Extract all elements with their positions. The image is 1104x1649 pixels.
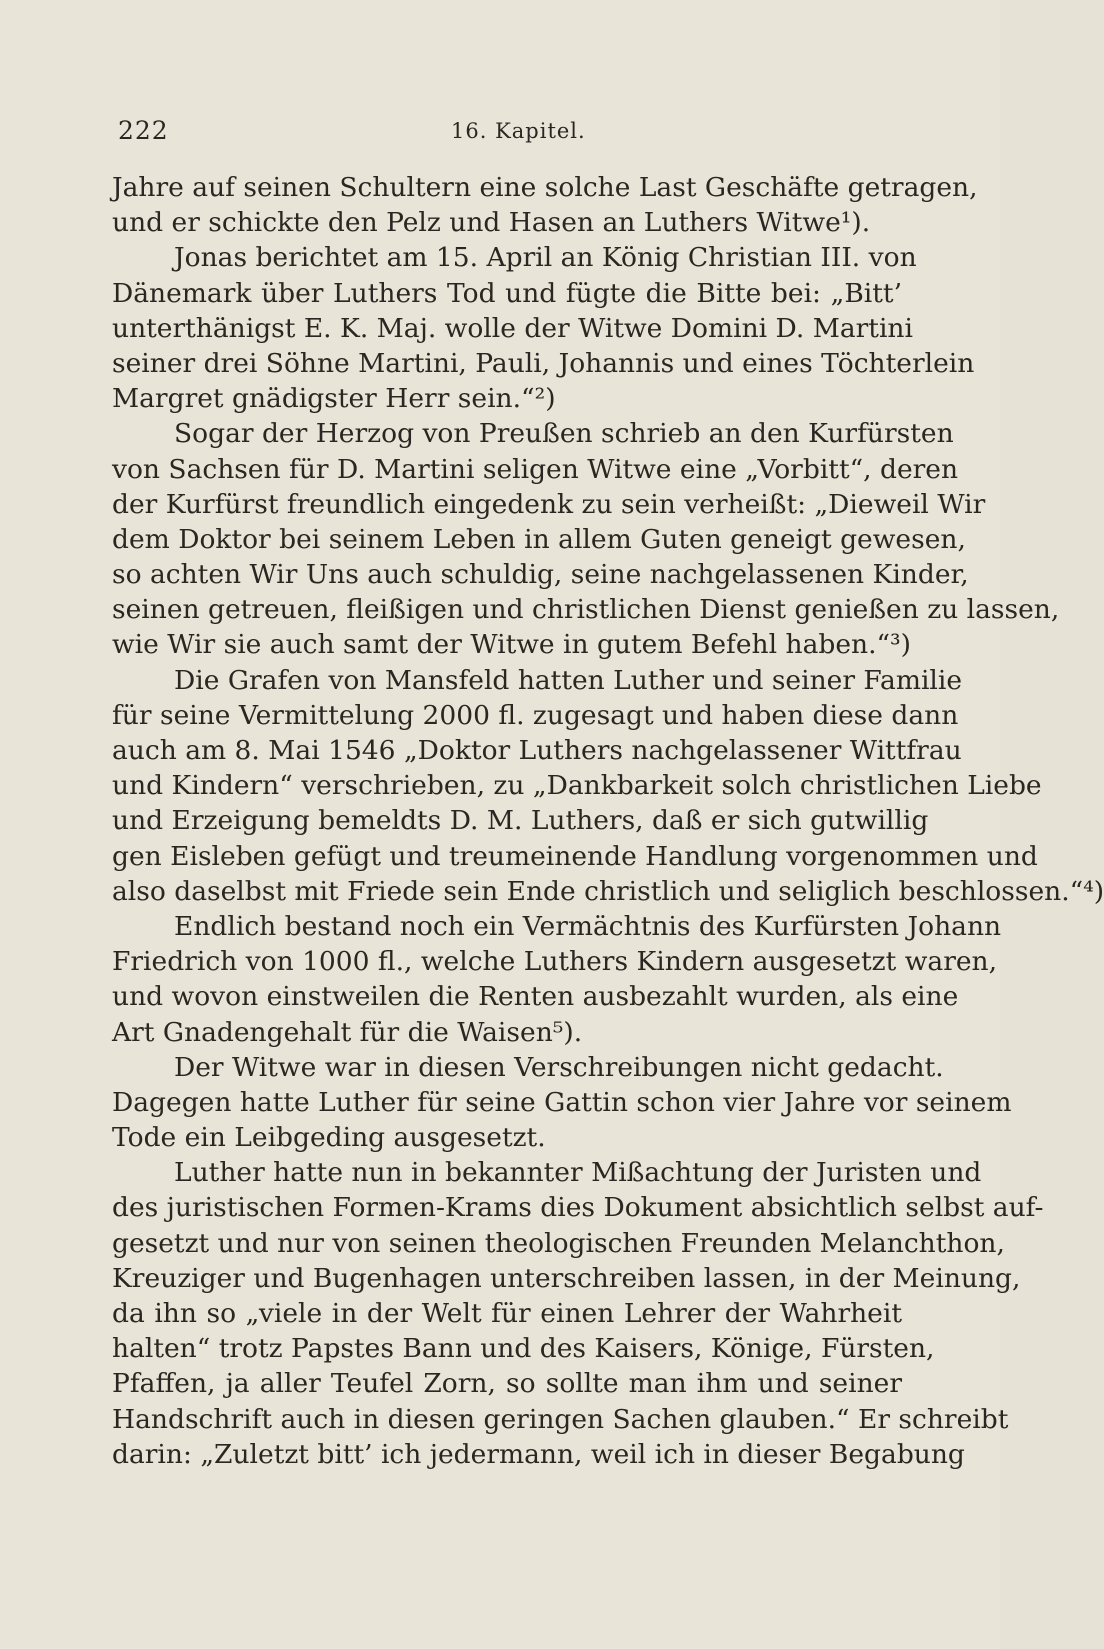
- text-line: gesetzt und nur von seinen theologischen Freunden Melanchthon,: [112, 1227, 1005, 1259]
- text-line: der Kurfürst freundlich eingedenk zu sein verheißt: „Dieweil Wir: [112, 488, 986, 520]
- text-line: halten“ trotz Papstes Bann und des Kaisers, Könige, Fürsten,: [112, 1333, 935, 1365]
- text-line: Jonas berichtet am 15. April an König Christian III. von: [174, 242, 917, 274]
- text-line: und Kindern“ verschrieben, zu „Dankbarkeit solch christlichen Liebe: [112, 770, 1042, 802]
- text-line: da ihn so „viele in der Welt für einen Lehrer der Wahrheit: [112, 1298, 902, 1329]
- text-line: Die Grafen von Mansfeld hatten Luther und seiner Familie: [174, 664, 963, 696]
- paragraph: [112, 240, 975, 416]
- paragraph: [112, 1155, 1044, 1472]
- text-line: auch am 8. Mai 1546 „Doktor Luthers nachgelassener Wittfrau: [112, 735, 962, 766]
- text-line: Friedrich von 1000 fl., welche Luthers Kindern ausgesetzt waren,: [112, 946, 998, 978]
- text-line: gen Eisleben gefügt und treumeinende Handlung vorgenommen und: [112, 840, 1038, 872]
- text-line: Kreuziger und Bugenhagen unterschreiben lassen, in der Meinung,: [112, 1262, 1021, 1294]
- paragraph: [112, 416, 1060, 662]
- text-line: des juristischen Formen-Krams dies Dokument absichtlich selbst auf-: [112, 1192, 1044, 1224]
- text-line: Jahre auf seinen Schultern eine solche Last Geschäfte getragen,: [112, 172, 978, 203]
- paragraph: [112, 1050, 1012, 1156]
- text-line: seinen getreuen, fleißigen und christlichen Dienst genießen zu lassen,: [112, 594, 1060, 626]
- text-line: Art Gnadengehalt für die Waisen⁵).: [112, 1016, 583, 1048]
- text-line: Der Witwe war in diesen Verschreibungen nicht gedacht.: [174, 1051, 944, 1083]
- paragraph: [112, 170, 978, 240]
- chapter-title: 16. Kapitel.: [451, 119, 586, 143]
- text-line: Endlich bestand noch ein Vermächtnis des Kurfürsten Johann: [174, 910, 1002, 942]
- text-line: und wovon einstweilen die Renten ausbezahlt wurden, als eine: [112, 981, 959, 1013]
- page-number: 222: [118, 116, 169, 145]
- text-line: so achten Wir Uns auch schuldig, seine nachgelassenen Kinder,: [112, 559, 969, 591]
- text-line: Luther hatte nun in bekannter Mißachtung der Juristen und: [174, 1157, 982, 1189]
- text-line: unterthänigst E. K. Maj. wolle der Witwe Domini D. Martini: [112, 312, 913, 344]
- text-line: Dagegen hatte Luther für seine Gattin schon vier Jahre vor seinem: [112, 1086, 1012, 1118]
- text-line: für seine Vermittelung 2000 fl. zugesagt und haben diese dann: [112, 699, 959, 731]
- paragraph: [112, 663, 1104, 909]
- text-line: dem Doktor bei seinem Leben in allem Guten geneigt gewesen,: [112, 523, 966, 555]
- text-line: seiner drei Söhne Martini, Pauli, Johannis und eines Töchterlein: [112, 347, 975, 379]
- body-text: [112, 170, 1104, 1472]
- text-line: also daselbst mit Friede sein Ende christlich und seliglich beschlossen.“⁴): [112, 875, 1104, 907]
- text-line: Sogar der Herzog von Preußen schrieb an den Kurfürsten: [174, 418, 954, 450]
- text-line: Margret gnädigster Herr sein.“²): [112, 383, 556, 415]
- running-head: [118, 116, 904, 152]
- text-line: und er schickte den Pelz und Hasen an Luthers Witwe¹).: [112, 207, 871, 239]
- text-line: Dänemark über Luthers Tod und fügte die Bitte bei: „Bitt’: [112, 277, 902, 309]
- text-line: darin: „Zuletzt bitt’ ich jedermann, weil ich in dieser Begabung: [112, 1438, 965, 1470]
- text-line: Handschrift auch in diesen geringen Sachen glauben.“ Er schreibt: [112, 1403, 1009, 1435]
- text-line: Pfaffen, ja aller Teufel Zorn, so sollte man ihm und seiner: [112, 1368, 902, 1400]
- text-line: und Erzeigung bemeldts D. M. Luthers, daß er sich gutwillig: [112, 805, 929, 837]
- text-line: wie Wir sie auch samt der Witwe in gutem Befehl haben.“³): [112, 629, 912, 661]
- text-line: von Sachsen für D. Martini seligen Witwe eine „Vorbitt“, deren: [112, 453, 959, 485]
- paragraph: [112, 909, 1002, 1050]
- text-line: Tode ein Leibgeding ausgesetzt.: [112, 1122, 546, 1154]
